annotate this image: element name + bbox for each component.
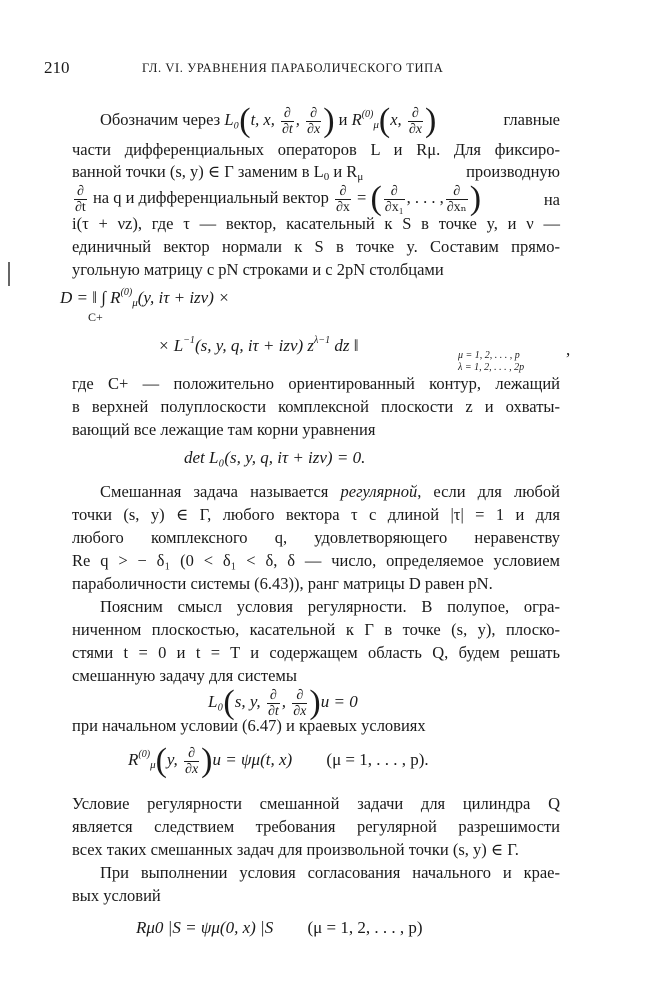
para1-line6: единичный вектор нормали к S в точке y. Составим прямо-: [72, 237, 560, 256]
term-regular: регулярной: [340, 482, 418, 501]
equation-D-comma: ,: [566, 340, 571, 359]
para4-line4: смешанную задачу для системы: [72, 666, 297, 685]
para7-line1: При выполнении условия согласования начального и крае-: [100, 863, 560, 882]
index-mu: μ = 1, 2, . . . , p: [458, 350, 520, 361]
para3-line1: Смешанная задача называется регулярной, если для любой: [100, 482, 560, 501]
para3-line2: точки (s, y) ∈ Γ, любого вектора τ с длиной |τ| = 1 и для: [72, 505, 560, 524]
para1-line1: Обозначим через L₀(t, x, $\frac{\partial}{\partial t}$ , $\frac{\partial}{\partial x}$ ) и $R^{(0)}_\mu(x$, $\frac{\partial}{\partial x}$ ) главные: [100, 102, 560, 139]
equation-D-line1: D = ‖ ∫ $R^{(0)}_\mu(y$, iτ + izν) ×: [60, 287, 230, 309]
equation-last: Rμ0 |S = ψμ(0, x) |S (μ = 1, 2, . . . , p): [136, 918, 423, 937]
para4-line1: Поясним смысл условия регулярности. В полупое, огра-: [100, 597, 560, 616]
equation-L0: L₀(s, y, $\frac{\partial}{\partial t}$ , $\frac{\partial}{\partial x}$ )u = 0: [208, 684, 358, 721]
contour-label: C+: [88, 310, 103, 324]
para4-line3: стями t = 0 и t = T и содержащем область Q, будем решать: [72, 643, 560, 662]
equation-det: det L₀(s, y, q, iτ + izν) = 0.: [184, 448, 366, 467]
para3-line5: параболичности системы (6.43)), ранг матрицы D равен pN.: [72, 574, 493, 593]
formula-R0-args: $R^{(0)}_\mu(x$, $\frac{\partial}{\partial x}$ ): [351, 102, 437, 139]
para3-line4: Re q > − δ₁ (0 < δ₁ < δ, δ — число, определяемое условием: [72, 551, 560, 570]
para1-line3: ванной точки (s, y) ∈ Γ заменим в $L_0$ и $R_\mu$ производную: [72, 162, 560, 183]
para2-line3: вающий все лежащие там корни уравнения: [72, 420, 376, 439]
para1-line4: $\frac{\partial}{\partial t}$ на q и дифференциальный вектор $\frac{\partial}{\partial x}$ = ( $\frac{\partial}{\text{∂x₁}}$ , . . . , $\frac{\partial}{\text{∂xₙ}}$ ) на: [75, 180, 560, 217]
margin-mark: [8, 262, 10, 286]
para2-line1: где C+ — положительно ориентированный контур, лежащий: [72, 374, 560, 393]
page-header: [44, 58, 592, 80]
index-lambda: λ = 1, 2, . . . , 2p: [458, 362, 525, 373]
para2-line2: в верхней полуплоскости комплексной плоскости z и охваты-: [72, 397, 560, 416]
para3-line3: любого комплексного q, удовлетворяющего неравенству: [72, 528, 560, 547]
para7-line2: вых условий: [72, 886, 161, 905]
para5: при начальном условии (6.47) и краевых условиях: [72, 716, 426, 735]
formula-L0-args: L₀(t, x, $\frac{\partial}{\partial t}$ , $\frac{\partial}{\partial x}$ ): [224, 102, 335, 139]
para1-line2: части дифференциальных операторов L и Rμ. Для фиксиро-: [72, 140, 560, 159]
para1-line5: i(τ + νz), где τ — вектор, касательный к S в точке y, и ν —: [72, 214, 560, 233]
page-number: 210: [44, 58, 70, 77]
equation-R: $R^{(0)}_\mu(y$, $\frac{\partial}{\partial x}$ )u = ψμ(t, x) (μ = 1, . . . , p).: [128, 742, 429, 779]
para6-line1: Условие регулярности смешанной задачи для цилиндра Q: [72, 794, 560, 813]
equation-D-line2: × $L^{-1}(s$, y, q, iτ + izν) $z^{\lambda-1}$ dz ‖: [158, 335, 359, 355]
para4-line2: ниченном плоскостью, касательной к Γ в точке (s, y), плоско-: [72, 620, 560, 639]
para6-line2: является следствием требования регулярной разрешимости: [72, 817, 560, 836]
para1-line7: угольную матрицу с pN строками и с 2pN столбцами: [72, 260, 444, 279]
para6-line3: всех таких смешанных задач для произвольной точки (s, y) ∈ Γ.: [72, 840, 519, 859]
running-title: ГЛ. VI. УРАВНЕНИЯ ПАРАБОЛИЧЕСКОГО ТИПА: [142, 61, 444, 75]
